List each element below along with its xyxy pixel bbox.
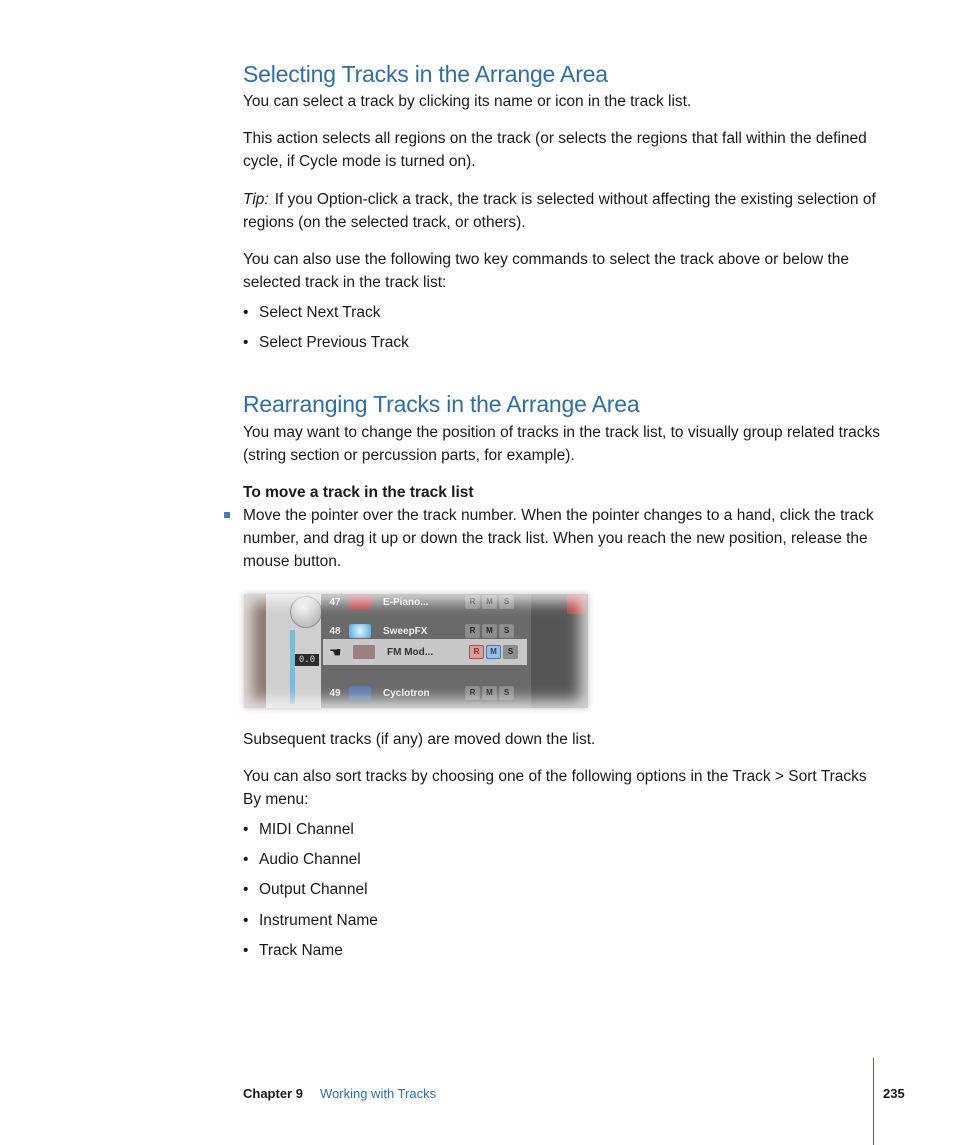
list-item-text: Output Channel [259,881,368,898]
track-number: 47 [329,596,341,608]
list-item [243,331,409,354]
list-item-text: Select Next Track [259,304,381,321]
solo-button: S [503,645,518,659]
list-item-text: Audio Channel [259,851,361,868]
record-button: R [469,645,484,659]
mute-button: M [482,595,497,609]
hand-cursor-icon: ☚ [329,643,342,660]
track-name: FM Mod... [387,646,434,658]
record-button: R [465,595,480,609]
channel-strip-panel [266,594,321,708]
bullet-dot-icon: • [243,821,249,838]
paragraph: You can also sort tracks by choosing one of the following options in the Track > Sort Tracks By menu: [243,768,867,808]
paragraph: You can select a track by clicking its name or icon in the track list. [243,93,692,110]
region-marker [567,594,585,614]
volume-slider [290,630,295,704]
paragraph: This action selects all regions on the track (or selects the regions that fall within the defined cycle, if Cycle mode is turned on). [243,130,867,170]
solo-button: S [499,624,514,638]
list-item [243,909,378,932]
fx-icon [349,624,371,638]
bullet-dot-icon: • [243,881,249,898]
tip-text: If you Option-click a track, the track is selected without affecting the existing selection of regions (on the selected track, or others). [243,191,876,231]
bullet-dot-icon: • [243,912,249,929]
knob-icon [290,596,322,628]
dragged-track-row [323,639,527,665]
track-name: Cyclotron [383,687,430,699]
task-title: To move a track in the track list [243,484,474,501]
footer-divider [873,1058,874,1145]
track-name: E-Piano... [383,596,429,608]
solo-button: S [499,686,514,700]
section-heading-rearranging: Rearranging Tracks in the Arrange Area [243,391,640,417]
tip-paragraph [243,188,883,234]
record-button: R [465,624,480,638]
list-item [243,848,361,871]
figure-left-edge [244,594,266,708]
square-bullet-icon [224,512,230,518]
track-icon [349,686,371,700]
paragraph: Subsequent tracks (if any) are moved down the list. [243,731,596,748]
tip-label: Tip: [243,191,269,208]
step-paragraph: Move the pointer over the track number. When the pointer changes to a hand, click the track number, and drag it up or down the track list. When you reach the new position, release the mouse button. [243,507,874,570]
list-item-text: Select Previous Track [259,334,409,351]
track-list-screenshot [244,594,588,708]
list-item-text: Track Name [259,942,343,959]
page-number: 235 [883,1086,905,1101]
mute-button: M [482,686,497,700]
track-row [321,594,531,615]
record-button: R [465,686,480,700]
footer-chapter-title[interactable]: Working with Tracks [320,1086,437,1101]
track-list [321,594,531,708]
solo-button: S [499,595,514,609]
track-icon [349,595,371,609]
bullet-dot-icon: • [243,304,249,321]
track-name: SweepFX [383,625,428,637]
track-icon [353,645,375,659]
mute-button: M [482,624,497,638]
paragraph: You can also use the following two key commands to select the track above or below the selected track in the track list: [243,251,849,291]
list-item [243,818,354,841]
bullet-dot-icon: • [243,942,249,959]
value-display: 0.0 [295,654,319,666]
track-number: 48 [329,625,341,637]
list-item [243,301,380,324]
footer-chapter: Chapter 9 [243,1086,303,1101]
list-item-text: Instrument Name [259,912,378,929]
section-heading-selecting: Selecting Tracks in the Arrange Area [243,61,608,87]
track-row [321,680,531,706]
list-item [243,878,368,901]
bullet-dot-icon: • [243,851,249,868]
mute-button: M [486,645,501,659]
list-item [243,939,343,962]
bullet-dot-icon: • [243,334,249,351]
list-item-text: MIDI Channel [259,821,354,838]
track-number: 49 [329,687,341,699]
paragraph: You may want to change the position of tracks in the track list, to visually group related tracks (string section or percussion parts, for example). [243,424,880,464]
